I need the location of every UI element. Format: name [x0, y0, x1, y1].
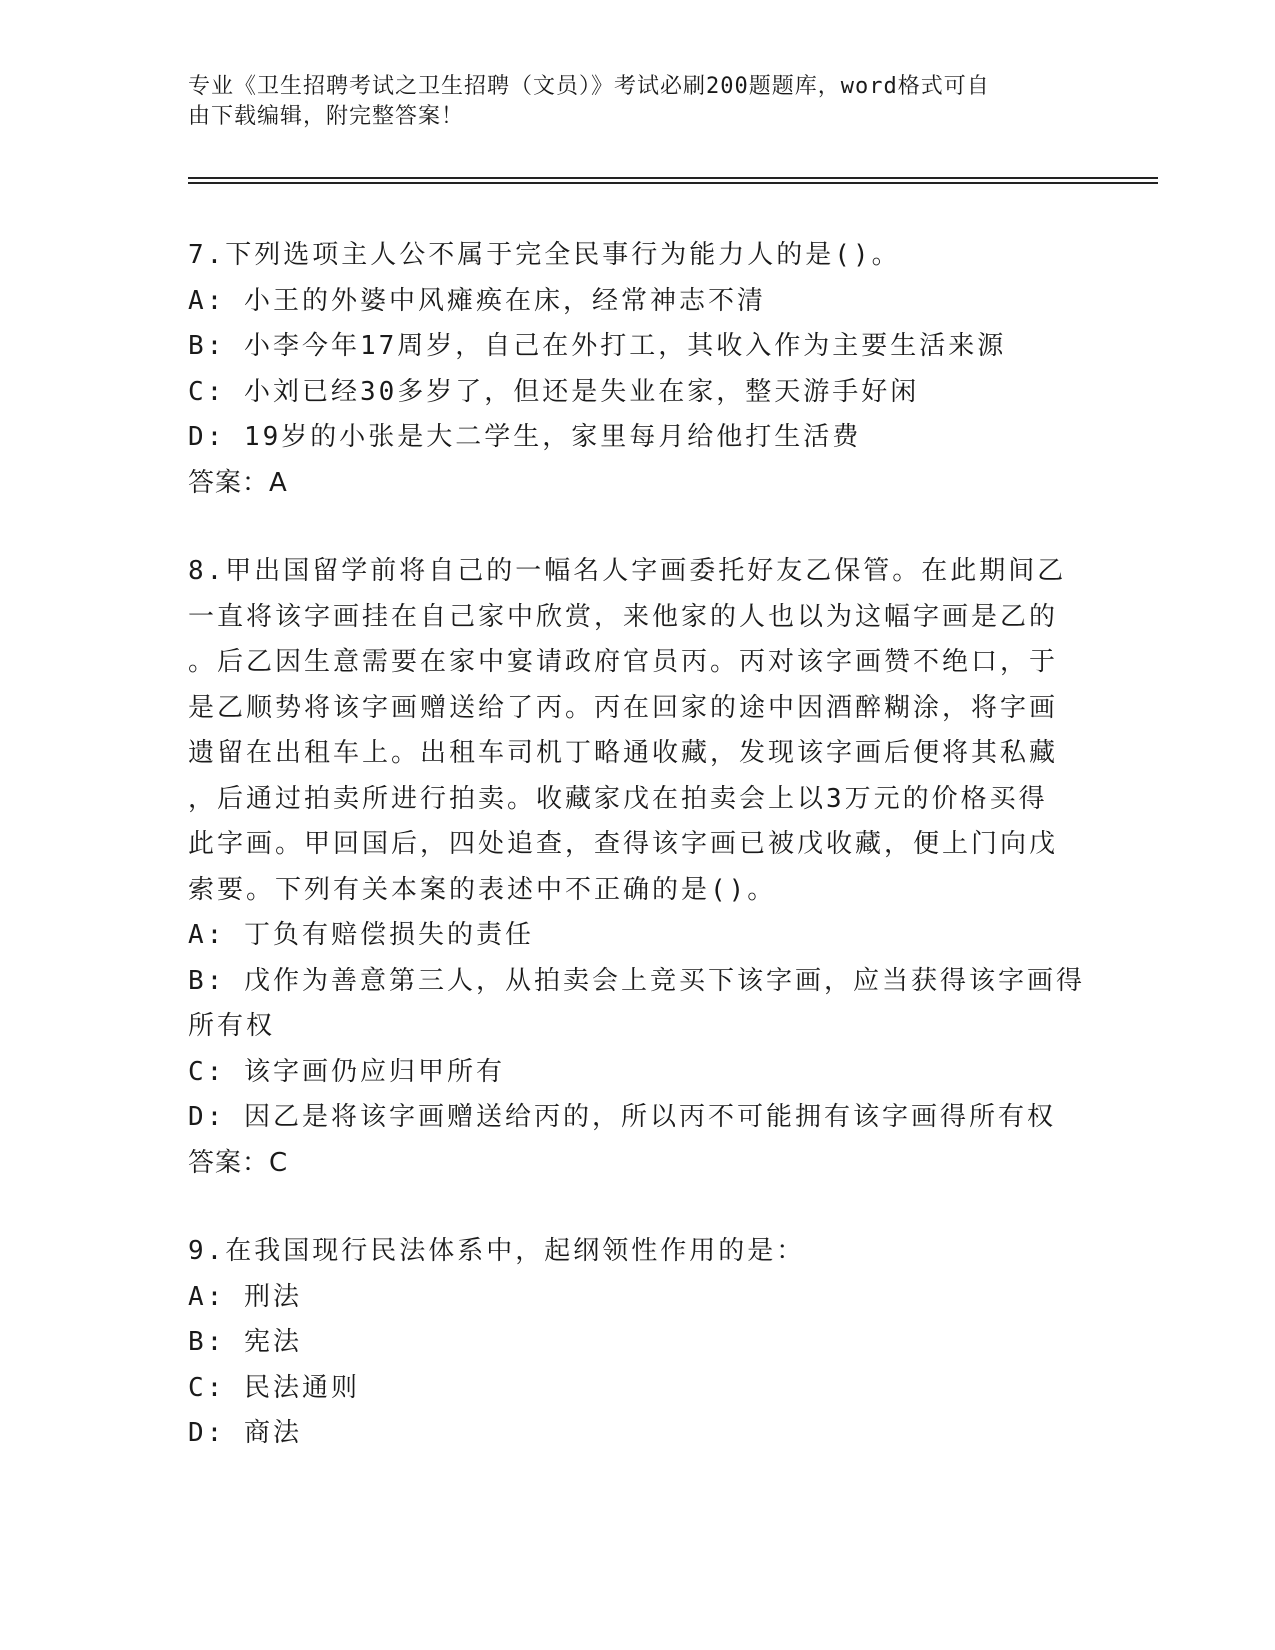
question-8 [188, 549, 1088, 1186]
option-b: B: 小李今年17周岁，自己在外打工，其收入作为主要生活来源 [188, 331, 1007, 361]
question-9 [188, 1229, 1088, 1457]
header-divider-bottom [188, 182, 1158, 184]
question-stem-line: ，后通过拍卖所进行拍卖。收藏家戊在拍卖会上以3万元的价格买得 [188, 783, 1048, 814]
question-list [188, 233, 1088, 1457]
header-divider-top [188, 177, 1158, 179]
header-line-1: 专业《卫生招聘考试之卫生招聘（文员）》考试必刷200题题库，word格式可自 [188, 74, 990, 99]
option-c: C: 该字画仍应归甲所有 [188, 1056, 505, 1087]
option-d: D: 商法 [188, 1418, 302, 1448]
header-line-2: 由下载编辑，附完整答案！ [188, 104, 465, 129]
option-a: A: 刑法 [188, 1281, 302, 1312]
question-stem-line: 此字画。甲回国后，四处追查，查得该字画已被戊收藏，便上门向戊 [188, 829, 1059, 859]
document-header [188, 72, 1088, 132]
option-b: B: 戊作为善意第三人，从拍卖会上竞买下该字画，应当获得该字画得 [188, 965, 1085, 996]
option-a: A: 小王的外婆中风瘫痪在床，经常神志不清 [188, 285, 766, 316]
option-d: D: 19岁的小张是大二学生，家里每月给他打生活费 [188, 422, 862, 452]
question-stem-line: 索要。下列有关本案的表述中不正确的是()。 [188, 874, 777, 905]
question-7 [188, 233, 1088, 506]
question-stem-line: 一直将该字画挂在自己家中欣赏，来他家的人也以为这幅字画是乙的 [188, 601, 1059, 632]
question-stem-line: 7.下列选项主人公不属于完全民事行为能力人的是()。 [188, 240, 901, 270]
option-d: D: 因乙是将该字画赠送给丙的，所以丙不可能拥有该字画得所有权 [188, 1102, 1056, 1132]
question-stem-line: 。后乙因生意需要在家中宴请政府官员丙。丙对该字画赞不绝口，于 [188, 647, 1059, 677]
question-stem-line: 8.甲出国留学前将自己的一幅名人字画委托好友乙保管。在此期间乙 [188, 556, 1067, 586]
question-stem-line: 遗留在出租车上。出租车司机丁略通收藏，发现该字画后便将其私藏 [188, 738, 1059, 768]
answer-label: 答案：A [188, 467, 288, 498]
question-stem-line: 是乙顺势将该字画赠送给了丙。丙在回家的途中因酒醉糊涂，将字画 [188, 692, 1059, 723]
question-stem-line: 9.在我国现行民法体系中，起纲领性作用的是： [188, 1236, 806, 1266]
option-b-continued: 所有权 [188, 1011, 276, 1041]
option-c: C: 民法通则 [188, 1372, 360, 1403]
option-b: B: 宪法 [188, 1327, 302, 1357]
option-a: A: 丁负有赔偿损失的责任 [188, 920, 534, 950]
answer-label: 答案：C [188, 1147, 289, 1178]
option-c: C: 小刘已经30多岁了，但还是失业在家，整天游手好闲 [188, 376, 920, 407]
